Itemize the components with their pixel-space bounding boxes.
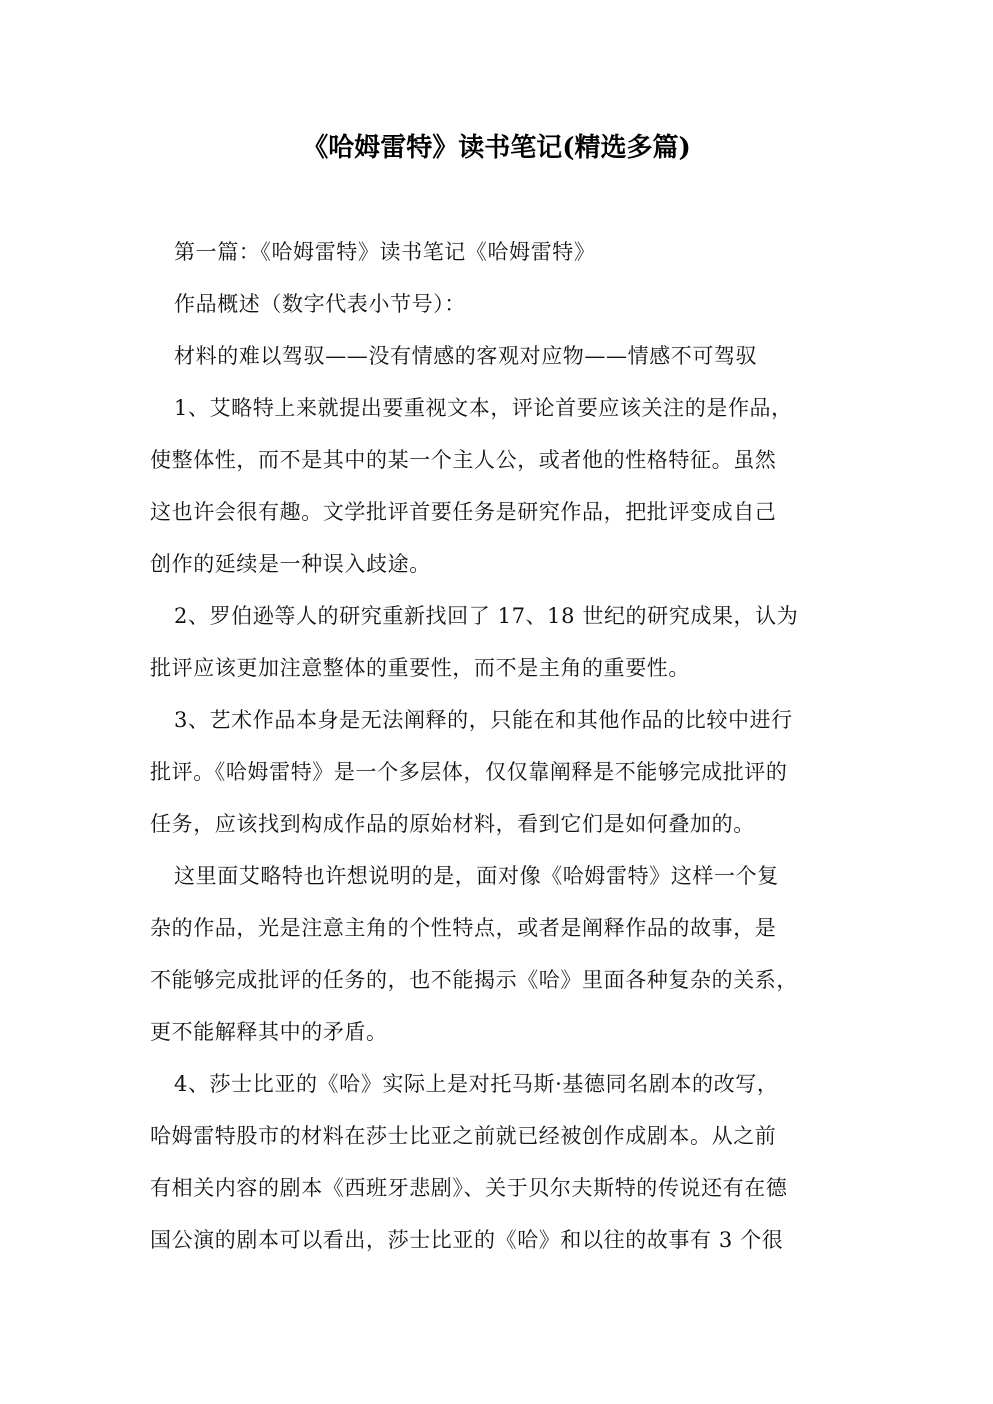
paragraph-2-line-2: 批评应该更加注意整体的重要性，而不是主角的重要性。 — [150, 656, 690, 680]
paragraph-3-line-1: 3、艺术作品本身是无法阐释的，只能在和其他作品的比较中进行 — [174, 708, 793, 732]
paragraph-commentary-line-4: 更不能解释其中的矛盾。 — [150, 1020, 388, 1044]
paragraph-commentary-line-1: 这里面艾略特也许想说明的是，面对像《哈姆雷特》这样一个复 — [174, 864, 779, 888]
document-body — [150, 232, 840, 1272]
paragraph-4-line-4: 国公演的剧本可以看出，莎士比亚的《哈》和以往的故事有 3 个很 — [150, 1228, 784, 1252]
paragraph-4-line-3: 有相关内容的剧本《西班牙悲剧》、关于贝尔夫斯特的传说还有在德 — [150, 1176, 788, 1200]
paragraph-4-line-2: 哈姆雷特股市的材料在莎士比亚之前就已经被创作成剧本。从之前 — [150, 1124, 777, 1148]
paragraph-3-line-2: 批评。《哈姆雷特》是一个多层体，仅仅靠阐释是不能够完成批评的 — [150, 760, 788, 784]
paragraph-commentary-line-3: 不能够完成批评的任务的，也不能揭示《哈》里面各种复杂的关系， — [150, 968, 798, 992]
overview-label: 作品概述（数字代表小节号）： — [174, 292, 466, 316]
paragraph-4-line-1: 4、莎士比亚的《哈》实际上是对托马斯·基德同名剧本的改写， — [174, 1072, 779, 1096]
heading-part-one: 第一篇：《哈姆雷特》读书笔记《哈姆雷特》 — [174, 240, 596, 264]
paragraph-1-line-2: 使整体性，而不是其中的某一个主人公，或者他的性格特征。虽然 — [150, 448, 777, 472]
paragraph-3-line-3: 任务，应该找到构成作品的原始材料，看到它们是如何叠加的。 — [150, 812, 755, 836]
document-title: 《哈姆雷特》读书笔记(精选多篇) — [302, 133, 691, 163]
paragraph-1-line-1: 1、艾略特上来就提出要重视文本，评论首要应该关注的是作品， — [174, 396, 793, 420]
paragraph-commentary-line-2: 杂的作品，光是注意主角的个性特点，或者是阐释作品的故事，是 — [150, 916, 777, 940]
theme-line: 材料的难以驾驭——没有情感的客观对应物——情感不可驾驭 — [174, 344, 758, 368]
paragraph-1-line-3: 这也许会很有趣。文学批评首要任务是研究作品，把批评变成自己 — [150, 500, 777, 524]
paragraph-1-line-4: 创作的延续是一种误入歧途。 — [150, 552, 431, 576]
paragraph-2-line-1: 2、罗伯逊等人的研究重新找回了 17、18 世纪的研究成果，认为 — [174, 604, 799, 628]
